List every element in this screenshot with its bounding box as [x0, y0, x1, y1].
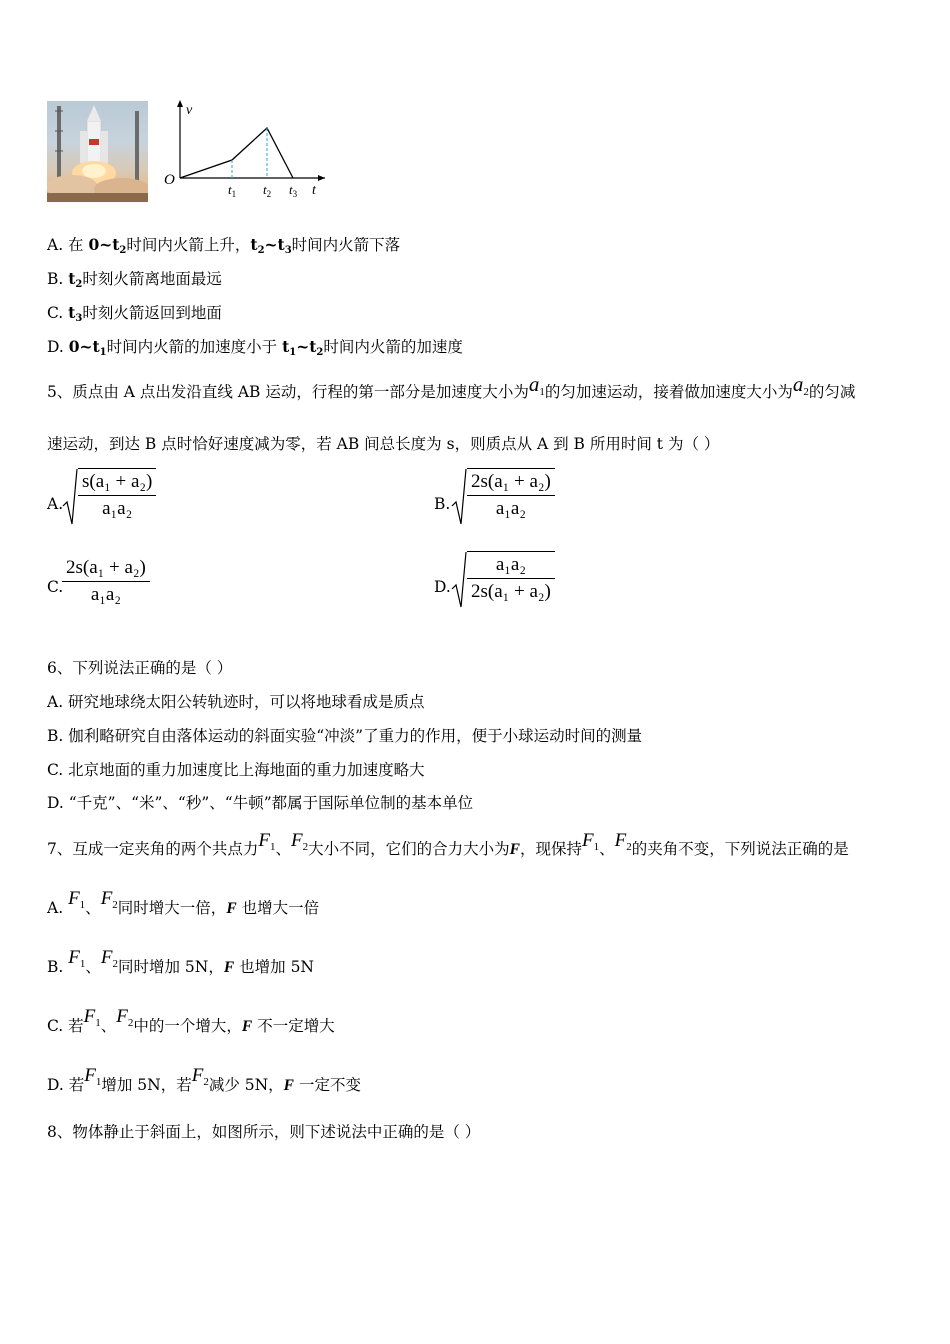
q5-option-a-label: A. [47, 495, 64, 513]
t2-label: $t_2$ [263, 182, 272, 199]
q7-option-d: D. 若$F_1$增加 5N，若$F_2$减少 5N，F 一定不变 [47, 1065, 361, 1094]
q5-option-c-formula: $\frac{\text{2s(a₁ + a₂)}}{\text{a₁a₂}}$ [62, 555, 150, 608]
velocity-time-graph [160, 98, 330, 202]
t-axis-label: t [312, 183, 316, 198]
q4-option-c: C. $t_3$时刻火箭返回到地面 [47, 303, 222, 324]
q5-stem-line2: 速运动，到达 B 点时恰好速度减为零，若 AB 间总长度为 s，则质点从 A 到 B 所用时间 t 为（ ） [47, 435, 720, 453]
origin-label: O [164, 172, 175, 188]
q5-stem-line1: 5、质点由 A 点出发沿直线 AB 运动，行程的第一部分是加速度大小为$a_1$的匀加速运动，接着做加速度大小为$a_2$的匀减 [47, 372, 856, 401]
q6-option-a: A. 研究地球绕太阳公转轨迹时，可以将地球看成是质点 [47, 693, 425, 711]
t3-label: $t_3$ [289, 182, 298, 199]
v-axis-label: v [186, 103, 193, 118]
velocity-curve [180, 128, 293, 178]
q6-option-c: C. 北京地面的重力加速度比上海地面的重力加速度略大 [47, 761, 425, 779]
q6-option-b: B. 伽利略研究自由落体运动的斜面实验“冲淡”了重力的作用，便于小球运动时间的测量 [47, 727, 643, 745]
q8-stem: 8、物体静止于斜面上，如图所示，则下述说法中正确的是（ ） [47, 1123, 481, 1141]
rocket-launch-photo [47, 101, 148, 202]
q7-option-b: B. $F_1$、$F_2$同时增加 5N，F 也增加 5N [47, 947, 314, 976]
q5-option-b-label: B. [434, 495, 451, 513]
q4-option-d: D. $0\sim t_1$时间内火箭的加速度小于 $t_1\sim t_2$时间内火箭的加速度 [47, 337, 463, 358]
q5-option-d-formula: $\frac{\text{a₁a₂}}{\text{2s(a₁ + a₂)}}$ [451, 551, 555, 609]
q4-option-a: A. 在 $0\sim t_2$时间内火箭上升，$t_2\sim t_3$时间内火箭下落 [47, 235, 401, 256]
q5-option-d-label: D. [434, 578, 451, 596]
q7-option-a: A. $F_1$、$F_2$同时增大一倍，F 也增大一倍 [47, 888, 320, 917]
q5-option-a-formula: $\frac{\text{s(a₁ + a₂)}}{\text{a₁a₂}}$ [62, 468, 156, 526]
q7-option-c: C. 若$F_1$、$F_2$中的一个增大，F 不一定增大 [47, 1006, 335, 1035]
q5-option-c-label: C. [47, 578, 64, 596]
q7-stem: 7、互成一定夹角的两个共点力$F_1$、$F_2$大小不同，它们的合力大小为F，现保持$F_1$、$F_2$的夹角不变，下列说法正确的是 [47, 830, 849, 858]
q6-option-d: D. “千克”、“米”、“秒”、“牛顿”都属于国际单位制的基本单位 [47, 794, 474, 812]
q4-option-b: B. $t_2$时刻火箭离地面最远 [47, 269, 222, 290]
q6-stem: 6、下列说法正确的是（ ） [47, 659, 233, 677]
t1-label: $t_1$ [228, 182, 237, 199]
q5-option-b-formula: $\frac{\text{2s(a₁ + a₂)}}{\text{a₁a₂}}$ [451, 468, 555, 526]
